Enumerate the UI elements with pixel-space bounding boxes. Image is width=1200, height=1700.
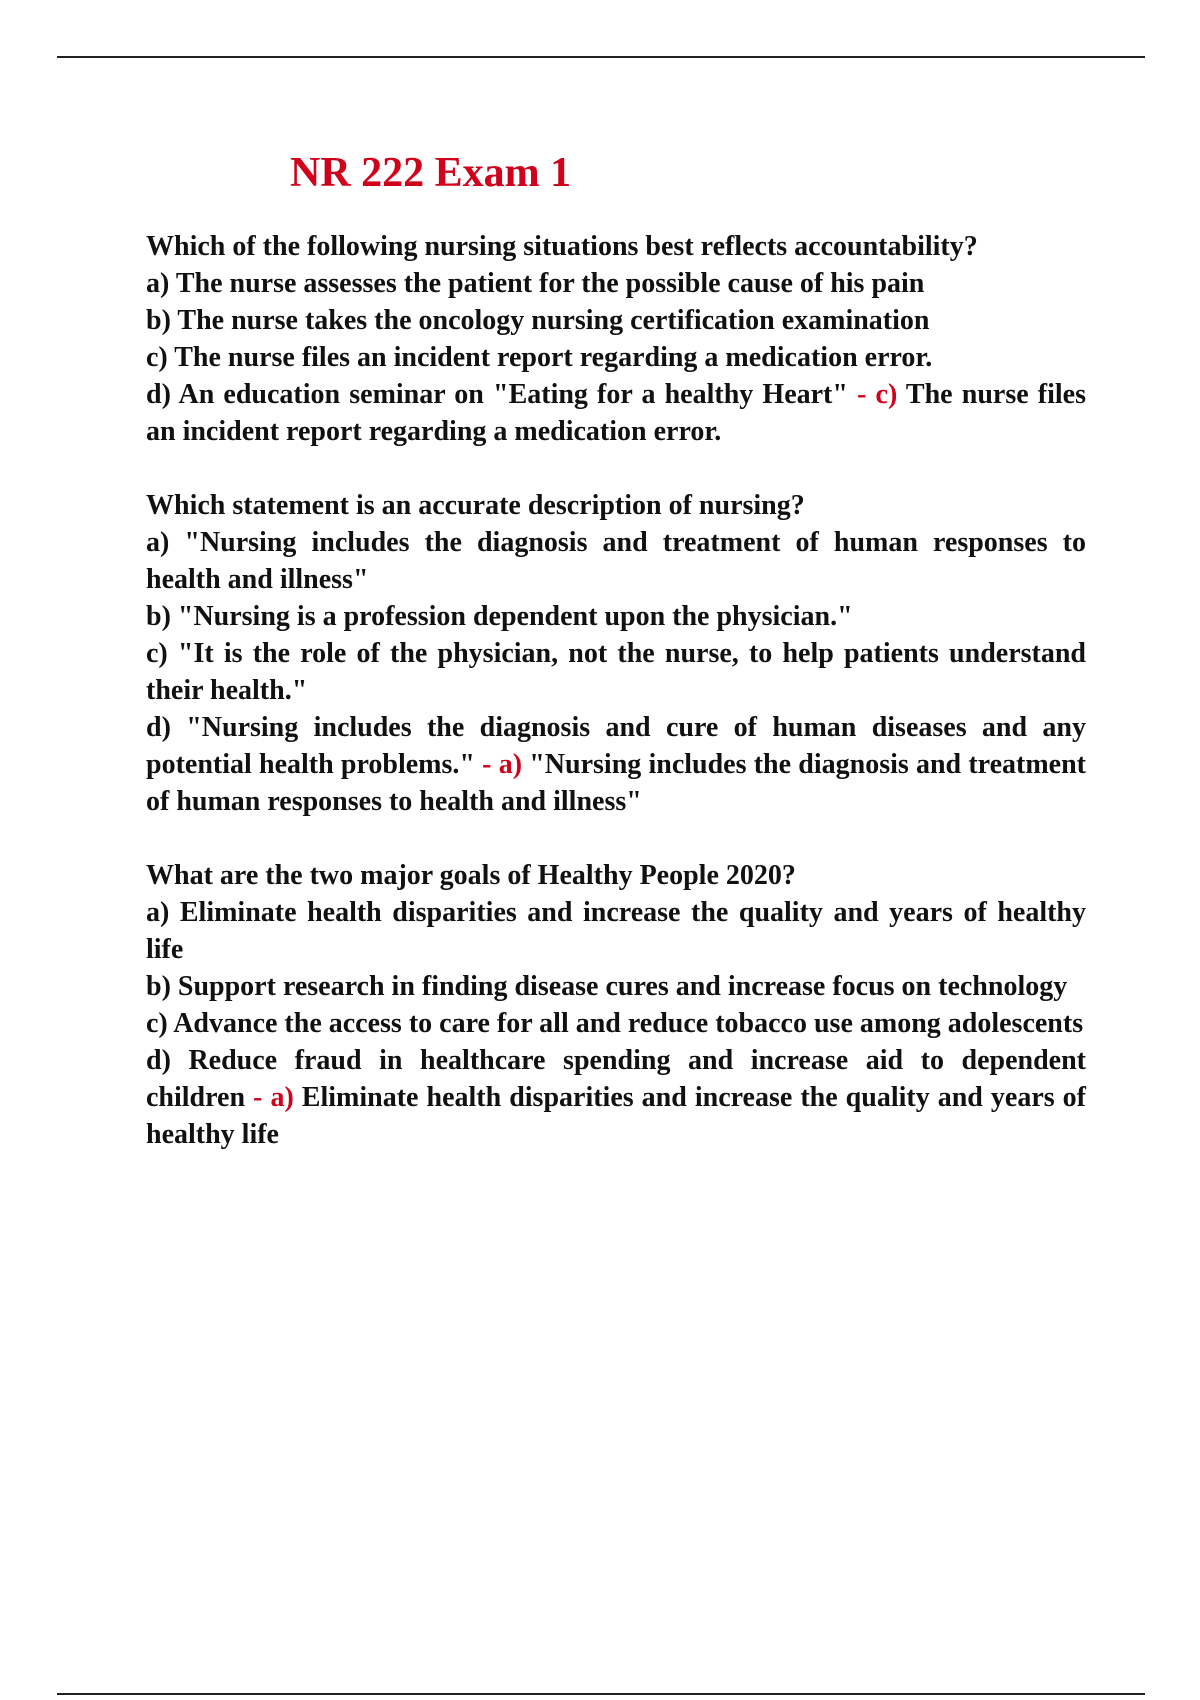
option-c: c) Advance the access to care for all and reduce tobacco use among adolescents — [146, 1008, 1084, 1039]
option-a: a) "Nursing includes the diagnosis and treatment of human responses to health and illness" — [146, 527, 1086, 595]
question-text: What are the two major goals of Healthy People 2020? — [146, 860, 796, 891]
option-a: a) Eliminate health disparities and increase the quality and years of healthy life — [146, 897, 1086, 965]
option-b: b) The nurse takes the oncology nursing certification examination — [146, 305, 930, 336]
document-title: NR 222 Exam 1 — [290, 150, 572, 196]
question-block-2 — [146, 487, 1086, 820]
question-block-1 — [146, 228, 1086, 450]
answer-separator: - — [245, 1082, 271, 1113]
option-c: c) The nurse files an incident report regarding a medication error. — [146, 342, 933, 373]
answer-separator: - — [474, 749, 499, 780]
answer-text: The nurse files an incident report regarding a medication error. — [146, 379, 1086, 447]
bottom-rule — [57, 1693, 1145, 1695]
answer-text: "Nursing includes the diagnosis and treatment of human responses to health and illness" — [146, 749, 1086, 817]
option-d-with-answer — [146, 376, 1086, 450]
answer-letter: a) — [270, 1082, 294, 1113]
option-b: b) "Nursing is a profession dependent upon the physician." — [146, 601, 853, 632]
option-d: d) An education seminar on "Eating for a healthy Heart" — [146, 379, 848, 410]
option-d-with-answer — [146, 709, 1086, 820]
option-d: d) Reduce fraud in healthcare spending and increase aid to dependent children — [146, 1045, 1086, 1113]
answer-separator: - — [847, 379, 876, 410]
question-block-3 — [146, 857, 1086, 1153]
question-text: Which statement is an accurate description of nursing? — [146, 490, 805, 521]
top-rule — [57, 56, 1145, 58]
option-a: a) The nurse assesses the patient for the possible cause of his pain — [146, 268, 925, 299]
option-d-with-answer — [146, 1042, 1086, 1153]
answer-letter: a) — [498, 749, 523, 780]
exam-content — [146, 228, 1086, 1190]
option-d: d) "Nursing includes the diagnosis and cure of human diseases and any potential health problems." — [146, 712, 1086, 780]
answer-letter: c) — [875, 379, 898, 410]
option-c: c) "It is the role of the physician, not the nurse, to help patients understand their health." — [146, 638, 1086, 706]
answer-text: Eliminate health disparities and increase the quality and years of healthy life — [146, 1082, 1087, 1150]
question-text: Which of the following nursing situations best reflects accountability? — [146, 231, 978, 262]
option-b: b) Support research in finding disease cures and increase focus on technology — [146, 971, 1068, 1002]
